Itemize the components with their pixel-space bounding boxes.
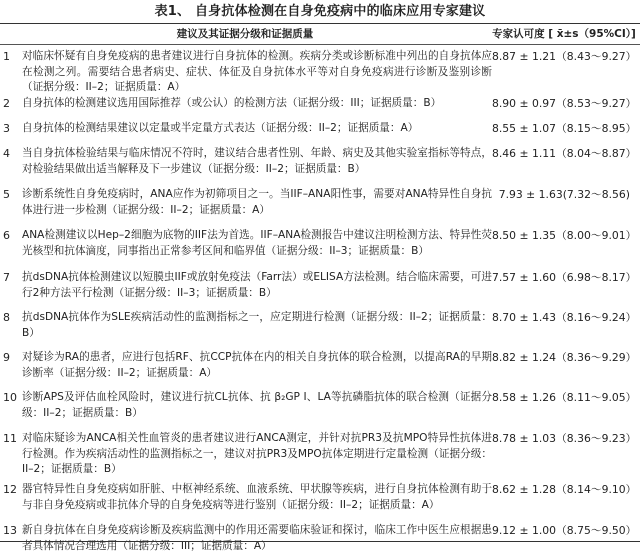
row-score: 8.50 ± 1.35（8.00～9.01） — [492, 229, 637, 242]
row-recommendation: 对临床怀疑有自身免疫病的患者建议进行自身抗体的检测。疾病分类或诊断标准中列出的自身抗体应在检测之列。需要结合患者病史、症状、体征及自身抗体水平等对自身免疫病进行诊断及鉴别诊断（证据分级：II–2；证据质量：A） — [22, 50, 492, 93]
table-row — [0, 121, 640, 146]
row-recommendation: 器官特异性自身免疫病如肝脏、中枢神经系统、血液系统、甲状腺等疾病，进行自身抗体检测有助于与非自身免疫病或非抗体介导的自身免疫病等进行鉴别（证据分级：II–2；证据质量：A） — [22, 483, 492, 511]
row-number: 2 — [3, 97, 10, 110]
row-number: 6 — [3, 229, 10, 242]
row-recommendation: 当自身抗体检验结果与临床情况不符时，建议结合患者性别、年龄、病史及其他实验室指标等特点，对检验结果做出适当解释及下一步建议（证据分级：II–2；证据质量：B） — [22, 147, 492, 175]
row-recommendation: 抗dsDNA抗体作为SLE疾病活动性的监测指标之一，应定期进行检测（证据分级：II–2；证据质量：B） — [22, 311, 492, 339]
row-recommendation: ANA检测建议以Hep–2细胞为底物的IIF法为首选。IIF–ANA检测报告中建议注明检测方法、特异性荧光核型和抗体滴度，同事指出正常参考区间和临界值（证据分级：II–3；证据质量：B） — [22, 229, 492, 257]
row-number: 8 — [3, 311, 10, 324]
header-expert-agreement: 专家认可度 [ x̄±s（95%CI）] — [492, 28, 636, 40]
table-header-row — [0, 24, 640, 44]
table-body — [0, 49, 640, 556]
row-score: 8.70 ± 1.43（8.16～9.24） — [492, 311, 637, 324]
row-score: 8.82 ± 1.24（8.36～9.29） — [492, 351, 637, 364]
row-number: 7 — [3, 271, 10, 284]
row-number: 11 — [3, 432, 17, 445]
row-number: 3 — [3, 122, 10, 135]
row-score: 8.87 ± 1.21（8.43～9.27） — [492, 50, 637, 63]
row-number: 13 — [3, 524, 17, 537]
row-score: 8.62 ± 1.28（8.14～9.10） — [492, 483, 637, 496]
row-score: 8.78 ± 1.03（8.36～9.23） — [492, 432, 637, 445]
row-number: 9 — [3, 351, 10, 364]
table-row — [0, 431, 640, 482]
table-row — [0, 187, 640, 228]
table-row — [0, 390, 640, 431]
row-recommendation: 新自身抗体在自身免疫病诊断及疾病监测中的作用还需要临床验证和探讨，临床工作中医生应根据患者具体情况合理选用（证据分级：III；证据质量：A） — [22, 524, 492, 552]
table-row — [0, 523, 640, 556]
table-row — [0, 228, 640, 270]
row-recommendation: 对疑诊为RA的患者，应进行包括RF、抗CCP抗体在内的相关自身抗体的联合检测，以提高RA的早期诊断率（证据分级：II–2；证据质量：A） — [22, 351, 492, 379]
header-recommendation: 建议及其证据分级和证据质量 — [176, 28, 314, 40]
table-header-rule — [0, 44, 640, 45]
row-recommendation: 自身抗体的检测结果建议以定量或半定量方式表达（证据分级：II–2；证据质量：A） — [22, 122, 419, 134]
recommendation-table — [0, 23, 640, 552]
table-row — [0, 146, 640, 187]
row-recommendation: 抗dsDNA抗体检测建议以短膜虫IIF或放射免疫法（Farr法）或ELISA方法检测。结合临床需要，可进行2种方法平行检测（证据分级：II–3；证据质量：B） — [22, 271, 492, 299]
table-row — [0, 96, 640, 121]
table-row — [0, 49, 640, 96]
table-row — [0, 270, 640, 310]
row-score: 8.58 ± 1.26（8.11～9.05） — [492, 391, 637, 404]
table-row — [0, 310, 640, 350]
row-score: 9.12 ± 1.00（8.75～9.50） — [492, 524, 637, 537]
row-score: 7.57 ± 1.60（6.98～8.17） — [492, 271, 637, 284]
row-number: 5 — [3, 188, 10, 201]
row-number: 4 — [3, 147, 10, 160]
row-recommendation: 对临床疑诊为ANCA相关性血管炎的患者建议进行ANCA测定，并针对抗PR3及抗MPO特异性抗体进行检测。作为疾病活动性的监测指标之一，建议对抗PR3及MPO抗体定期进行定量检测（证据分级：II–2；证据质量：B） — [22, 432, 492, 475]
row-score: 8.90 ± 0.97（8.53～9.27） — [492, 97, 637, 110]
row-recommendation: 诊断系统性自身免疫病时，ANA应作为初筛项目之一。当IIF–ANA阳性事，需要对ANA特异性自身抗体进行进一步检测（证据分级：II–2；证据质量：A） — [22, 188, 492, 216]
row-recommendation: 自身抗体的检测建议选用国际推荐（或公认）的检测方法（证据分级：III；证据质量：B） — [22, 97, 442, 109]
row-number: 12 — [3, 483, 17, 496]
row-score: 8.46 ± 1.11（8.04～8.87） — [492, 147, 637, 160]
row-recommendation: 诊断APS及评估血栓风险时，建议进行抗CL抗体、抗 β₂GP I、LA等抗磷脂抗体的联合检测（证据分级：II–2；证据质量：B） — [22, 391, 492, 419]
row-number: 10 — [3, 391, 17, 404]
row-score: 8.55 ± 1.07（8.15～8.95） — [492, 122, 637, 135]
table-row — [0, 482, 640, 523]
row-score: 7.93 ± 1.63(7.32～8.56) — [498, 188, 630, 201]
table-title: 表1、 自身抗体检测在自身免疫病中的临床应用专家建议 — [154, 4, 486, 19]
table-row — [0, 350, 640, 390]
row-number: 1 — [3, 50, 10, 63]
